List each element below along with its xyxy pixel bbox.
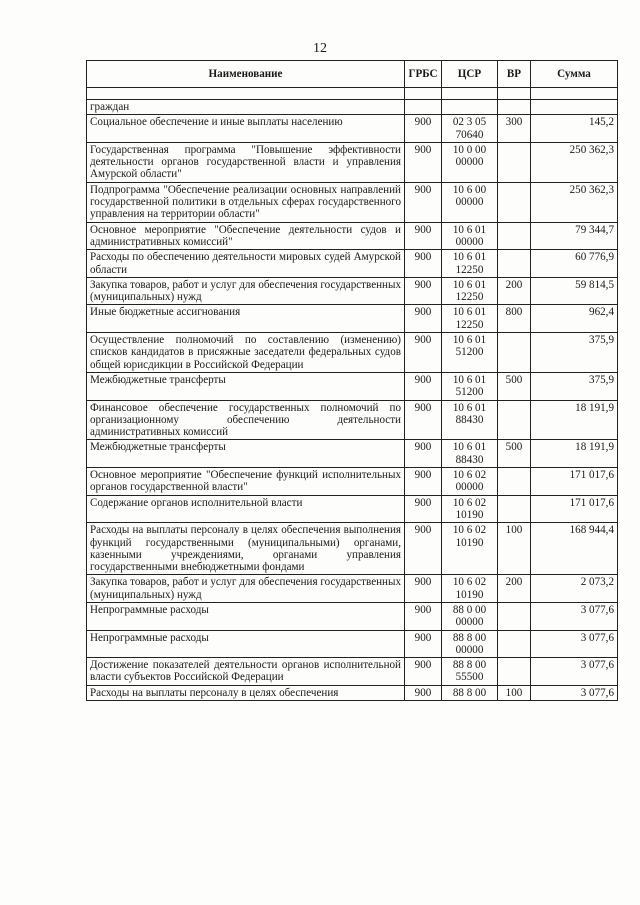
cell-grbs bbox=[405, 100, 442, 115]
cell-grbs: 900 bbox=[405, 277, 442, 305]
table-row bbox=[87, 575, 618, 603]
cell-sum: 171 017,6 bbox=[531, 495, 618, 523]
cell-vr bbox=[498, 222, 531, 250]
header-grbs: ГРБС bbox=[405, 61, 442, 88]
cell-grbs: 900 bbox=[405, 142, 442, 182]
cell-grbs: 900 bbox=[405, 658, 442, 686]
cell-csr: 10 6 02 10190 bbox=[442, 523, 498, 575]
cell-name: Финансовое обеспечение государственных полномочий по организационному обеспечению деятельности административных комиссий bbox=[87, 400, 405, 440]
cell-sum bbox=[531, 100, 618, 115]
table-row bbox=[87, 685, 618, 700]
cell-csr: 10 6 02 10190 bbox=[442, 575, 498, 603]
cell-csr: 10 0 00 00000 bbox=[442, 142, 498, 182]
table-row bbox=[87, 400, 618, 440]
cell-csr: 10 6 01 88430 bbox=[442, 440, 498, 468]
cell-vr bbox=[498, 468, 531, 496]
table-row bbox=[87, 142, 618, 182]
cell-grbs: 900 bbox=[405, 115, 442, 143]
cell-name: Достижение показателей деятельности органов исполнительной власти субъектов Российской Федерации bbox=[87, 658, 405, 686]
cell-name: Иные бюджетные ассигнования bbox=[87, 305, 405, 333]
table-row bbox=[87, 440, 618, 468]
cell-csr: 02 3 05 70640 bbox=[442, 115, 498, 143]
cell-vr: 800 bbox=[498, 305, 531, 333]
cell-vr bbox=[498, 142, 531, 182]
cell-vr bbox=[498, 182, 531, 222]
cell-grbs: 900 bbox=[405, 523, 442, 575]
cell-sum: 145,2 bbox=[531, 115, 618, 143]
cell-name: Межбюджетные трансферты bbox=[87, 440, 405, 468]
cell-name: Расходы на выплаты персоналу в целях обеспечения bbox=[87, 685, 405, 700]
cell-csr: 88 8 00 00000 bbox=[442, 630, 498, 658]
cell-name: Непрограммные расходы bbox=[87, 602, 405, 630]
cell-csr: 10 6 01 51200 bbox=[442, 333, 498, 373]
cell-name: Подпрограмма "Обеспечение реализации основных направлений государственной политики в отдельных сферах государственного управления на территории области" bbox=[87, 182, 405, 222]
cell-grbs: 900 bbox=[405, 468, 442, 496]
header-csr: ЦСР bbox=[442, 61, 498, 88]
cell-grbs: 900 bbox=[405, 575, 442, 603]
cell-sum: 250 362,3 bbox=[531, 142, 618, 182]
cell-csr: 10 6 01 88430 bbox=[442, 400, 498, 440]
table-row bbox=[87, 468, 618, 496]
header-name: Наименование bbox=[87, 61, 405, 88]
table-row bbox=[87, 100, 618, 115]
cell-grbs: 900 bbox=[405, 372, 442, 400]
table-row bbox=[87, 372, 618, 400]
cell-grbs: 900 bbox=[405, 182, 442, 222]
cell-grbs: 900 bbox=[405, 440, 442, 468]
cell-vr bbox=[498, 100, 531, 115]
cell-csr: 10 6 02 10190 bbox=[442, 495, 498, 523]
cell-vr bbox=[498, 250, 531, 278]
cell-name: граждан bbox=[87, 100, 405, 115]
cell-csr: 10 6 01 00000 bbox=[442, 222, 498, 250]
table-row bbox=[87, 602, 618, 630]
cell-vr bbox=[498, 602, 531, 630]
table-row bbox=[87, 523, 618, 575]
table-row bbox=[87, 277, 618, 305]
cell-vr: 500 bbox=[498, 440, 531, 468]
cell-vr: 500 bbox=[498, 372, 531, 400]
cell-grbs: 900 bbox=[405, 222, 442, 250]
cell-sum: 250 362,3 bbox=[531, 182, 618, 222]
cell-grbs: 900 bbox=[405, 400, 442, 440]
cell-sum: 3 077,6 bbox=[531, 602, 618, 630]
cell-csr: 10 6 00 00000 bbox=[442, 182, 498, 222]
table-row bbox=[87, 222, 618, 250]
cell-name: Расходы по обеспечению деятельности мировых судей Амурской области bbox=[87, 250, 405, 278]
cell-sum: 3 077,6 bbox=[531, 658, 618, 686]
cell-name: Содержание органов исполнительной власти bbox=[87, 495, 405, 523]
cell-vr: 100 bbox=[498, 685, 531, 700]
cell-grbs: 900 bbox=[405, 333, 442, 373]
cell-vr: 100 bbox=[498, 523, 531, 575]
cell-csr: 10 6 01 51200 bbox=[442, 372, 498, 400]
cell-vr: 200 bbox=[498, 575, 531, 603]
cell-csr: 10 6 02 00000 bbox=[442, 468, 498, 496]
table-row bbox=[87, 305, 618, 333]
cell-vr bbox=[498, 333, 531, 373]
cell-grbs: 900 bbox=[405, 685, 442, 700]
cell-vr: 300 bbox=[498, 115, 531, 143]
header-sum: Сумма bbox=[531, 61, 618, 88]
table-header-row bbox=[87, 61, 618, 88]
cell-name: Непрограммные расходы bbox=[87, 630, 405, 658]
cell-csr: 88 8 00 bbox=[442, 685, 498, 700]
cell-csr: 88 8 00 55500 bbox=[442, 658, 498, 686]
table-row bbox=[87, 115, 618, 143]
cell-vr bbox=[498, 495, 531, 523]
cell-sum: 18 191,9 bbox=[531, 440, 618, 468]
cell-name: Закупка товаров, работ и услуг для обеспечения государственных (муниципальных) нужд bbox=[87, 575, 405, 603]
cell-vr bbox=[498, 658, 531, 686]
cell-vr: 200 bbox=[498, 277, 531, 305]
cell-vr bbox=[498, 400, 531, 440]
cell-name: Осуществление полномочий по составлению (изменению) списков кандидатов в присяжные заседатели федеральных судов общей юрисдикции в Российской Федерации bbox=[87, 333, 405, 373]
cell-name: Основное мероприятие "Обеспечение функций исполнительных органов государственной власти" bbox=[87, 468, 405, 496]
cell-sum: 962,4 bbox=[531, 305, 618, 333]
cell-sum: 79 344,7 bbox=[531, 222, 618, 250]
table-row bbox=[87, 333, 618, 373]
header-vr: ВР bbox=[498, 61, 531, 88]
table-row bbox=[87, 658, 618, 686]
table-body bbox=[87, 88, 618, 701]
cell-sum: 375,9 bbox=[531, 333, 618, 373]
cell-name: Основное мероприятие "Обеспечение деятельности судов и административных комиссий" bbox=[87, 222, 405, 250]
cell-sum: 3 077,6 bbox=[531, 630, 618, 658]
cell-grbs: 900 bbox=[405, 630, 442, 658]
cell-name: Социальное обеспечение и иные выплаты населению bbox=[87, 115, 405, 143]
cell-csr: 10 6 01 12250 bbox=[442, 305, 498, 333]
page-number: 12 bbox=[313, 41, 327, 56]
cell-name: Государственная программа "Повышение эффективности деятельности органов государственной власти и управления Амурской области" bbox=[87, 142, 405, 182]
cell-vr bbox=[498, 630, 531, 658]
table-row bbox=[87, 182, 618, 222]
cell-sum: 18 191,9 bbox=[531, 400, 618, 440]
cell-grbs: 900 bbox=[405, 305, 442, 333]
table-row bbox=[87, 250, 618, 278]
cell-sum: 2 073,2 bbox=[531, 575, 618, 603]
budget-table bbox=[86, 60, 618, 701]
cell-sum: 3 077,6 bbox=[531, 685, 618, 700]
cell-name: Закупка товаров, работ и услуг для обеспечения государственных (муниципальных) нужд bbox=[87, 277, 405, 305]
cell-csr: 10 6 01 12250 bbox=[442, 277, 498, 305]
cell-grbs: 900 bbox=[405, 250, 442, 278]
cell-grbs: 900 bbox=[405, 495, 442, 523]
cell-sum: 59 814,5 bbox=[531, 277, 618, 305]
table-row bbox=[87, 630, 618, 658]
spacer-row bbox=[87, 88, 618, 100]
cell-name: Расходы на выплаты персоналу в целях обеспечения выполнения функций государственными (муниципальными) органами, казенными учреждениями, органами управления государственными внебюджетными фондами bbox=[87, 523, 405, 575]
cell-name: Межбюджетные трансферты bbox=[87, 372, 405, 400]
cell-sum: 375,9 bbox=[531, 372, 618, 400]
cell-sum: 171 017,6 bbox=[531, 468, 618, 496]
cell-csr: 88 0 00 00000 bbox=[442, 602, 498, 630]
table-row bbox=[87, 495, 618, 523]
cell-sum: 60 776,9 bbox=[531, 250, 618, 278]
cell-sum: 168 944,4 bbox=[531, 523, 618, 575]
cell-csr: 10 6 01 12250 bbox=[442, 250, 498, 278]
cell-csr bbox=[442, 100, 498, 115]
cell-grbs: 900 bbox=[405, 602, 442, 630]
